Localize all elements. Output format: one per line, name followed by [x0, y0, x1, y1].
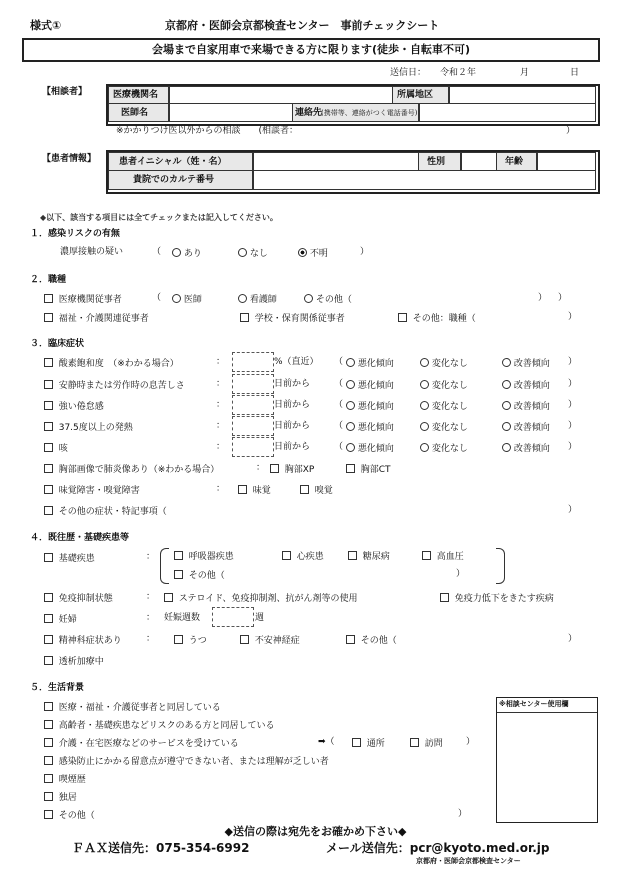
- opt-better[interactable]: 改善傾向: [502, 401, 550, 412]
- opt-better[interactable]: 改善傾向: [502, 380, 550, 391]
- checkbox-icon[interactable]: [44, 792, 53, 801]
- job-doctor[interactable]: 医師: [172, 294, 202, 305]
- checkbox-icon[interactable]: [44, 635, 53, 644]
- weeks-field[interactable]: [212, 607, 254, 627]
- colon: ：: [146, 634, 156, 644]
- chart-label-cell: [108, 170, 254, 190]
- initial-label-cell: [108, 152, 254, 171]
- footer-org: 京都府・医師会京都検査センター: [416, 857, 521, 865]
- district-label: 所属地区: [397, 90, 434, 100]
- life-item[interactable]: 喫煙歴: [44, 774, 86, 785]
- send-date-label: 送信日：: [390, 68, 427, 78]
- checkbox-icon[interactable]: [44, 810, 53, 819]
- opt-same[interactable]: 変化なし: [420, 380, 468, 391]
- anxiety[interactable]: 不安神経症: [240, 635, 300, 646]
- checkbox-icon[interactable]: [44, 313, 53, 322]
- radio-icon[interactable]: [502, 358, 511, 367]
- section3-title: ３．臨床症状: [30, 339, 85, 349]
- district-label-cell: [392, 86, 450, 104]
- checkbox-icon[interactable]: [174, 551, 183, 560]
- psych-other-close: ）: [568, 634, 578, 644]
- radio-icon[interactable]: [346, 422, 355, 431]
- checkbox-icon[interactable]: [346, 635, 355, 644]
- sex-label-cell: [418, 152, 462, 171]
- symptom-other[interactable]: その他の症状・特記事項（: [44, 506, 167, 517]
- radio-icon[interactable]: [420, 358, 429, 367]
- life-item[interactable]: 独居: [44, 792, 77, 803]
- taste-smell[interactable]: 味覚障害・嗅覚障害: [44, 485, 140, 496]
- service-visit[interactable]: 訪問: [410, 738, 443, 749]
- close: ）: [568, 442, 578, 452]
- close: ）: [568, 379, 578, 389]
- section4-title: ４．既往歴・基礎疾患等: [30, 533, 130, 543]
- contact-risk-row: [60, 248, 123, 257]
- weeks-label: 妊娠週数: [164, 613, 201, 623]
- radio-icon[interactable]: [420, 443, 429, 452]
- initial-label: 患者イニシャル（姓・名）: [119, 157, 227, 167]
- chart-field[interactable]: [252, 170, 596, 190]
- hypertension[interactable]: 高血圧: [422, 551, 464, 562]
- immuno[interactable]: 免疫抑制状態: [44, 593, 113, 604]
- contact-unknown[interactable]: 不明: [298, 248, 328, 259]
- value-field[interactable]: [232, 416, 274, 436]
- doctor-label-cell: [108, 103, 170, 122]
- checkbox-icon[interactable]: [44, 380, 53, 389]
- brace-left: [160, 548, 169, 584]
- service-arrow: ➡（: [318, 737, 335, 747]
- colon: ：: [216, 400, 226, 410]
- checkbox-icon[interactable]: [346, 464, 355, 473]
- clinic-label: 医療機関名: [113, 90, 159, 100]
- radio-icon[interactable]: [420, 401, 429, 410]
- symptom-check[interactable]: 酸素飽和度 （※わかる場合）: [44, 358, 179, 369]
- checkbox-icon[interactable]: [238, 485, 247, 494]
- life-item[interactable]: 感染防止にかかる留意点が遵守できない者、または理解が乏しい者: [44, 756, 329, 767]
- contact-no[interactable]: なし: [238, 248, 268, 259]
- life-other-close: ）: [458, 809, 468, 819]
- job-medical[interactable]: 医療機関従事者: [44, 294, 122, 305]
- psych-other[interactable]: その他（: [346, 635, 397, 646]
- close: ）: [568, 357, 578, 367]
- checkbox-icon[interactable]: [44, 756, 53, 765]
- chest-image[interactable]: 胸部画像で肺炎像あり（※わかる場合）: [44, 464, 219, 475]
- checkbox-icon[interactable]: [44, 738, 53, 747]
- taste-opt[interactable]: 味覚: [238, 485, 271, 496]
- age-label-cell: [496, 152, 538, 171]
- symptom-check[interactable]: 咳: [44, 443, 68, 454]
- basic-other-close: ）: [456, 569, 466, 579]
- contact-yes[interactable]: あり: [172, 248, 202, 259]
- radio-icon[interactable]: [304, 294, 313, 303]
- colon: ：: [216, 357, 226, 367]
- send-date-day[interactable]: 日: [570, 68, 580, 78]
- checkbox-icon[interactable]: [300, 485, 309, 494]
- age-field[interactable]: [536, 152, 596, 171]
- mail-address: メール送信先：pcr@kyoto.med.or.jp: [326, 841, 550, 855]
- banner-text: 会場まで自家用車で来場できる方に限ります(徒歩・自転車不可): [151, 43, 471, 56]
- contact-open: （: [152, 247, 162, 257]
- value-field[interactable]: [232, 374, 274, 394]
- open: （: [334, 357, 344, 367]
- opt-same[interactable]: 変化なし: [420, 443, 468, 454]
- contact-label-cell: [292, 103, 420, 122]
- opt-better[interactable]: 改善傾向: [502, 358, 550, 369]
- steroid[interactable]: ステロイド、免疫抑制剤、抗がん剤等の使用: [164, 593, 357, 604]
- checkbox-icon[interactable]: [410, 738, 419, 747]
- consultant-note-close: ）: [566, 126, 576, 136]
- job-close: ）: [538, 293, 548, 303]
- checkbox-icon[interactable]: [240, 313, 249, 322]
- life-item[interactable]: 医療・福祉・介護従事者と同居している: [44, 702, 221, 713]
- job-close2: ）: [558, 293, 568, 303]
- opt-worse[interactable]: 悪化傾向: [346, 401, 394, 412]
- radio-icon[interactable]: [502, 443, 511, 452]
- doctor-label: 医師名: [121, 108, 149, 118]
- job-other2-close: ）: [568, 312, 578, 322]
- clinic-field[interactable]: [168, 86, 394, 104]
- life-item[interactable]: その他（: [44, 810, 95, 821]
- send-date-month[interactable]: 月: [520, 68, 530, 78]
- opt-worse[interactable]: 悪化傾向: [346, 422, 394, 433]
- dialysis[interactable]: 透析加療中: [44, 656, 104, 667]
- brace-right: [496, 548, 505, 584]
- job-school[interactable]: 学校・保育関係従事者: [240, 313, 345, 324]
- job-other[interactable]: その他（: [304, 294, 352, 305]
- checkbox-icon[interactable]: [44, 464, 53, 473]
- life-item[interactable]: 介護・在宅医療などのサービスを受けている: [44, 738, 239, 749]
- value-field[interactable]: [232, 352, 274, 372]
- radio-icon[interactable]: [346, 380, 355, 389]
- checkbox-icon[interactable]: [44, 443, 53, 452]
- basic-disease[interactable]: 基礎疾患: [44, 553, 95, 564]
- radio-icon[interactable]: [346, 358, 355, 367]
- basic-other[interactable]: その他（: [174, 570, 225, 581]
- radio-icon[interactable]: [238, 248, 247, 257]
- checkbox-icon[interactable]: [174, 570, 183, 579]
- radio-icon[interactable]: [502, 401, 511, 410]
- open: （: [334, 379, 344, 389]
- page-title: 京都府・医師会京都検査センター 事前チェックシート: [165, 19, 440, 32]
- radio-icon[interactable]: [238, 294, 247, 303]
- close: ）: [568, 400, 578, 410]
- life-item[interactable]: 高齢者・基礎疾患などリスクのある方と同居している: [44, 720, 275, 731]
- sex-field[interactable]: [460, 152, 498, 171]
- form-number: 様式①: [30, 19, 62, 32]
- consultant-tag: 【相談者】: [42, 87, 88, 97]
- pregnant[interactable]: 妊婦: [44, 614, 77, 625]
- checkbox-icon[interactable]: [174, 635, 183, 644]
- value-field[interactable]: [232, 437, 274, 457]
- checkbox-icon[interactable]: [398, 313, 407, 322]
- radio-icon[interactable]: [346, 443, 355, 452]
- radio-icon[interactable]: [172, 248, 181, 257]
- radio-icon[interactable]: [420, 380, 429, 389]
- opt-worse[interactable]: 悪化傾向: [346, 443, 394, 454]
- radio-icon[interactable]: [172, 294, 181, 303]
- open: （: [334, 421, 344, 431]
- colon: ：: [146, 613, 156, 623]
- opt-same[interactable]: 変化なし: [420, 358, 468, 369]
- checkbox-icon[interactable]: [44, 506, 53, 515]
- job-open: （: [152, 293, 162, 303]
- contact-field[interactable]: [418, 103, 596, 122]
- clinic-label-cell: [108, 86, 170, 104]
- radio-icon[interactable]: [502, 380, 511, 389]
- unit: 日前から: [274, 379, 311, 389]
- symptom-check[interactable]: 安静時または労作時の息苦しさ: [44, 380, 185, 391]
- unit: 日前から: [274, 421, 311, 431]
- checkbox-icon[interactable]: [44, 656, 53, 665]
- colon: ：: [146, 592, 156, 602]
- colon: ：: [216, 379, 226, 389]
- fax-number: ＦＡＸ送信先：075-354-6992: [72, 841, 250, 855]
- contact-note: (携帯等、連絡がつく電話番号): [321, 109, 418, 117]
- checkbox-icon[interactable]: [440, 593, 449, 602]
- heart-disease[interactable]: 心疾患: [282, 551, 324, 562]
- checkbox-icon[interactable]: [44, 593, 53, 602]
- symptom-other-close: ）: [568, 505, 578, 515]
- checkbox-icon[interactable]: [44, 614, 53, 623]
- checkbox-icon[interactable]: [44, 485, 53, 494]
- checkbox-icon[interactable]: [348, 551, 357, 560]
- center-use-box[interactable]: [496, 697, 598, 823]
- close: ）: [568, 421, 578, 431]
- symptom-check[interactable]: 37.5度以上の発熱: [44, 422, 133, 433]
- initial-field[interactable]: [252, 152, 420, 171]
- service-commute[interactable]: 通所: [352, 738, 385, 749]
- opt-same[interactable]: 変化なし: [420, 401, 468, 412]
- unit: 日前から: [274, 400, 311, 410]
- diabetes[interactable]: 糖尿病: [348, 551, 390, 562]
- smell-opt[interactable]: 嗅覚: [300, 485, 333, 496]
- service-close: ）: [466, 737, 476, 747]
- checkbox-icon[interactable]: [422, 551, 431, 560]
- doctor-field[interactable]: [168, 103, 294, 122]
- job-welfare[interactable]: 福祉・介護関連従事者: [44, 313, 149, 324]
- age-label: 年齢: [505, 157, 524, 167]
- chest-xp[interactable]: 胸部XP: [270, 464, 314, 475]
- radio-icon[interactable]: [502, 422, 511, 431]
- checkbox-icon[interactable]: [240, 635, 249, 644]
- section2-title: ２．職種: [30, 275, 67, 285]
- colon: ：: [216, 484, 226, 494]
- opt-worse[interactable]: 悪化傾向: [346, 358, 394, 369]
- colon: ：: [256, 463, 266, 473]
- resp-disease[interactable]: 呼吸器疾患: [174, 551, 234, 562]
- checkbox-icon[interactable]: [44, 553, 53, 562]
- section5-title: ５．生活背景: [30, 683, 85, 693]
- consultant-note: ※かかりつけ医以外からの相談 (相談者：: [116, 126, 299, 136]
- checkbox-icon[interactable]: [44, 422, 53, 431]
- radio-selected-icon[interactable]: [298, 248, 307, 257]
- job-nurse[interactable]: 看護師: [238, 294, 277, 305]
- center-use-label: ※相談センター使用欄: [499, 700, 569, 708]
- immuno-disease[interactable]: 免疫力低下をきたす疾病: [440, 593, 554, 604]
- checkbox-icon[interactable]: [44, 720, 53, 729]
- checkbox-icon[interactable]: [270, 464, 279, 473]
- unit: %（直近）: [274, 357, 319, 367]
- checkbox-icon[interactable]: [44, 401, 53, 410]
- banner-box: [22, 38, 600, 62]
- job-other2[interactable]: その他：職種（: [398, 313, 476, 324]
- chest-ct[interactable]: 胸部CT: [346, 464, 391, 475]
- weeks-unit: 週: [255, 613, 265, 623]
- open: （: [334, 400, 344, 410]
- checkbox-icon[interactable]: [44, 774, 53, 783]
- section1-title: １．感染リスクの有無: [30, 229, 120, 239]
- open: （: [334, 442, 344, 452]
- checkbox-icon[interactable]: [352, 738, 361, 747]
- psych[interactable]: 精神科症状あり: [44, 635, 122, 646]
- radio-icon[interactable]: [420, 422, 429, 431]
- checkbox-icon[interactable]: [44, 294, 53, 303]
- unit: 日前から: [274, 442, 311, 452]
- patient-tag: 【患者情報】: [42, 154, 97, 164]
- chart-label: 貴院でのカルテ番号: [133, 175, 215, 185]
- opt-better[interactable]: 改善傾向: [502, 422, 550, 433]
- district-field[interactable]: [448, 86, 596, 104]
- checkbox-icon[interactable]: [164, 593, 173, 602]
- checkbox-icon[interactable]: [44, 702, 53, 711]
- contact-close: ）: [360, 247, 370, 257]
- center-use-divider: [497, 712, 597, 713]
- instruction: ◆以下、該当する項目には全てチェックまたは記入してください。: [40, 213, 278, 222]
- sex-label: 性別: [427, 157, 446, 167]
- depression[interactable]: うつ: [174, 635, 207, 646]
- opt-worse[interactable]: 悪化傾向: [346, 380, 394, 391]
- footer-warning: ◆送信の際は宛先をお確かめ下さい◆: [224, 825, 407, 838]
- opt-same[interactable]: 変化なし: [420, 422, 468, 433]
- colon: ：: [216, 442, 226, 452]
- value-field[interactable]: [232, 395, 274, 415]
- contact-label: 連絡先: [295, 108, 323, 118]
- send-date-era[interactable]: 令和２年: [440, 68, 477, 78]
- colon: ：: [146, 552, 156, 562]
- colon: ：: [216, 421, 226, 431]
- checkbox-icon[interactable]: [44, 358, 53, 367]
- checkbox-icon[interactable]: [282, 551, 291, 560]
- opt-better[interactable]: 改善傾向: [502, 443, 550, 454]
- contact-risk-label: 濃厚接触の疑い: [60, 247, 124, 257]
- symptom-check[interactable]: 強い倦怠感: [44, 401, 104, 412]
- radio-icon[interactable]: [346, 401, 355, 410]
